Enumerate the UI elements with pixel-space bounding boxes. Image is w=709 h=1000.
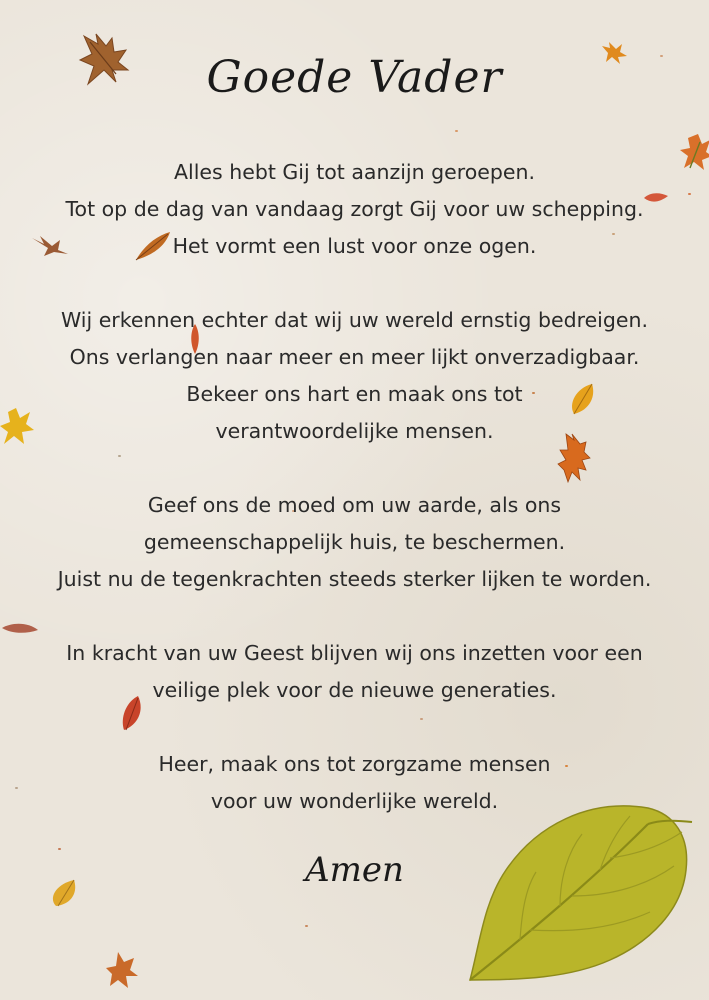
poem-body [0,154,709,857]
stanza [0,302,709,450]
poem-line: veilige plek voor de nieuwe generaties. [152,678,557,702]
poem-title: Goede Vader [206,52,503,103]
stanza [0,635,709,709]
stanza [0,746,709,820]
poem-line: Juist nu de tegenkrachten steeds sterker lijken te worden. [57,567,652,591]
poem-line: Geef ons de moed om uw aarde, als ons [147,493,562,517]
poem-line: Ons verlangen naar meer en meer lijkt onverzadigbaar. [69,345,640,369]
poem-line: Wij erkennen echter dat wij uw wereld ernstig bedreigen. [60,308,649,332]
poem-line: In kracht van uw Geest blijven wij ons inzetten voor een [66,641,643,665]
poem-line: Tot op de dag van vandaag zorgt Gij voor uw schepping. [65,197,644,221]
poem-line: Bekeer ons hart en maak ons tot [186,382,523,406]
poem-line: Het vormt een lust voor onze ogen. [172,234,537,258]
stanza [0,154,709,265]
paper-speck [455,130,458,132]
closing-amen: Amen [305,850,404,890]
poem-line: gemeenschappelijk huis, te beschermen. [143,530,566,554]
poem-line: Alles hebt Gij tot aanzijn geroepen. [174,160,535,184]
stanza [0,487,709,598]
paper-speck [305,925,308,927]
poem-line: voor uw wonderlijke wereld. [210,789,499,813]
poem-line: verantwoordelijke mensen. [215,419,494,443]
poem-line: Heer, maak ons tot zorgzame mensen [158,752,551,776]
maple-leaf-icon [104,950,140,990]
